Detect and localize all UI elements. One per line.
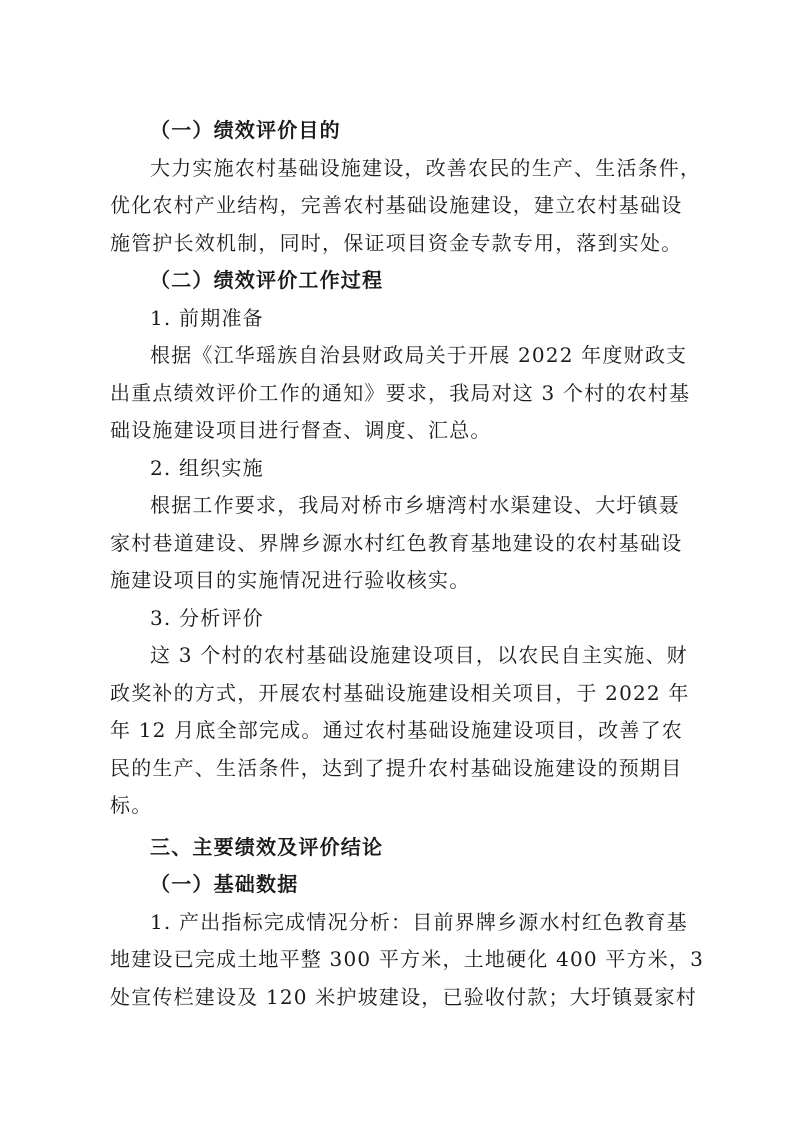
paragraph-line: 家村巷道建设、界牌乡源水村红色教育基地建设的农村基础设 xyxy=(110,530,683,555)
heading-evaluation-process: （二）绩效评价工作过程 xyxy=(150,268,384,292)
paragraph-line: 1. 产出指标完成情况分析：目前界牌乡源水村红色教育基 xyxy=(150,909,688,934)
paragraph-line: 处宣传栏建设及 120 米护坡建设，已验收付款；大圩镇聂家村 xyxy=(110,984,697,1009)
heading-basic-data: （一）基础数据 xyxy=(150,872,299,896)
paragraph-line: 民的生产、生活条件，达到了提升农村基础设施建设的预期目 xyxy=(110,755,683,780)
paragraph-line: 政奖补的方式，开展农村基础设施建设相关项目，于 2022 年 xyxy=(110,680,690,705)
paragraph-line: 年 12 月底全部完成。通过农村基础设施建设项目，改善了农 xyxy=(110,718,683,742)
paragraph-line: 根据工作要求，我局对桥市乡塘湾村水渠建设、大圩镇聂 xyxy=(150,493,680,517)
paragraph-line: 础设施建设项目进行督查、调度、汇总。 xyxy=(110,418,492,442)
paragraph-line: 这 3 个村的农村基础设施建设项目，以农民自主实施、财 xyxy=(150,643,688,667)
paragraph-line: 根据《江华瑶族自治县财政局关于开展 2022 年度财政支 xyxy=(150,343,688,367)
paragraph-line: 施建设项目的实施情况进行验收核实。 xyxy=(110,568,471,592)
paragraph-line: 施管护长效机制，同时，保证项目资金专款专用，落到实处。 xyxy=(110,230,683,255)
paragraph-line: 出重点绩效评价工作的通知》要求，我局对这 3 个村的农村基 xyxy=(110,380,691,405)
paragraph-line: 大力实施农村基础设施建设，改善农民的生产、生活条件， xyxy=(150,155,702,180)
subheading-preparation: 1. 前期准备 xyxy=(150,305,264,330)
paragraph-line: 优化农村产业结构，完善农村基础设施建设，建立农村基础设 xyxy=(110,193,683,217)
heading-main-performance: 三、主要绩效及评价结论 xyxy=(150,834,384,859)
subheading-implementation: 2. 组织实施 xyxy=(150,455,264,480)
paragraph-line: 地建设已完成土地平整 300 平方米，土地硬化 400 平方米，3 xyxy=(110,947,705,971)
heading-performance-goal: （一）绩效评价目的 xyxy=(150,118,341,142)
subheading-analysis: 3. 分析评价 xyxy=(150,605,264,630)
paragraph-line: 标。 xyxy=(110,793,153,817)
